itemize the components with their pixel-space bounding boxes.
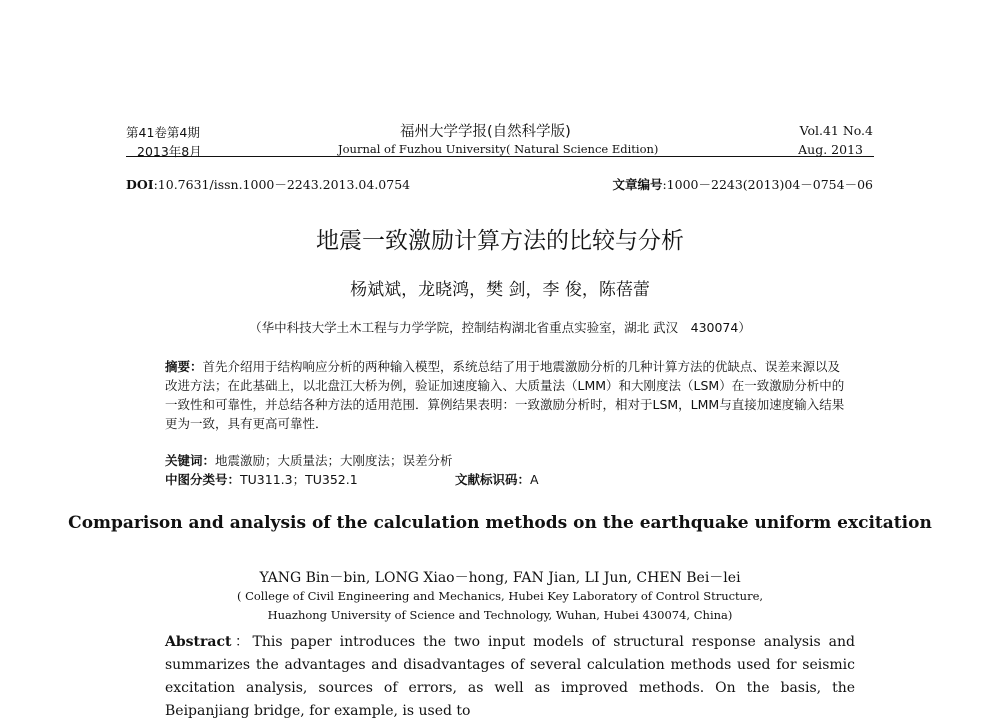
header-rule <box>126 156 874 157</box>
abstract-en-label: Abstract <box>165 634 232 650</box>
abstract-en <box>165 631 855 723</box>
journal-title-cn: 福州大学学报(自然科学版) <box>400 124 571 140</box>
authors-en: YANG Bin－bin, LONG Xiao－hong, FAN Jian, LI Jun, CHEN Bei－lei <box>259 570 741 586</box>
date-cn: 2013年8月 <box>137 144 202 159</box>
doi-label: DOI <box>126 177 154 192</box>
abstract-cn-label: 摘要： <box>165 359 203 374</box>
document-code-value: A <box>530 472 539 487</box>
classification-number <box>165 470 358 488</box>
authors-cn: 杨斌斌，龙晓鸿，樊 剑，李 俊，陈蓓蕾 <box>350 280 650 300</box>
abstract-cn <box>165 357 845 433</box>
keywords-label: 关键词： <box>165 453 216 468</box>
doi-value: :10.7631/issn.1000－2243.2013.04.0754 <box>153 177 411 192</box>
volume-issue-cn: 第41卷第4期 <box>126 125 200 140</box>
document-code <box>455 470 539 488</box>
keywords <box>165 451 453 469</box>
document-code-label: 文献标识码： <box>455 472 531 487</box>
abstract-en-text: This paper introduces the two input models of structural response analysis and summarizes the advantages and disadvantages of several calculation methods used for seismic excitation analysis, sources of errors, as well as improved methods. On the basis, the Beipanjiang bridge, for example, is used to <box>165 634 855 719</box>
article-number-value: :1000－2243(2013)04－0754－06 <box>662 177 873 192</box>
affiliation-cn: （华中科技大学土木工程与力学学院，控制结构湖北省重点实验室，湖北 武汉 430074） <box>249 320 751 335</box>
affiliation-en-line2: Huazhong University of Science and Technology, Wuhan, Hubei 430074, China) <box>267 608 733 622</box>
volume-issue-en: Vol.41 No.4 <box>799 123 873 138</box>
title-en: Comparison and analysis of the calculation methods on the earthquake uniform excitation <box>68 513 932 533</box>
article-number-line <box>612 175 873 193</box>
doi-line <box>126 175 410 193</box>
title-cn: 地震一致激励计算方法的比较与分析 <box>316 228 684 254</box>
date-en: Aug. 2013 <box>798 142 863 157</box>
article-number-label: 文章编号 <box>612 177 663 192</box>
abstract-en-separator: ： <box>231 634 253 650</box>
classification-text: TU311.3；TU352.1 <box>240 472 358 487</box>
abstract-cn-text: 首先介绍用于结构响应分析的两种输入模型，系统总结了用于地震激励分析的几种计算方法的优缺点、误差来源以及改进方法；在此基础上，以北盘江大桥为例，验证加速度输入、大质量法（LMM）和大刚度法（LSM）在一致激励分析中的一致性和可靠性，并总结各种方法的适用范围．算例结果表明：一致激励分析时，相对于LSM，LMM与直接加速度输入结果更为一致，具有更高可靠性． <box>165 359 845 431</box>
classification-label: 中图分类号： <box>165 472 241 487</box>
journal-title-en: Journal of Fuzhou University( Natural Science Edition) <box>338 142 659 156</box>
keywords-text: 地震激励；大质量法；大刚度法；误差分析 <box>215 453 453 468</box>
affiliation-en-line1: ( College of Civil Engineering and Mechanics, Hubei Key Laboratory of Control Structure, <box>236 589 764 603</box>
